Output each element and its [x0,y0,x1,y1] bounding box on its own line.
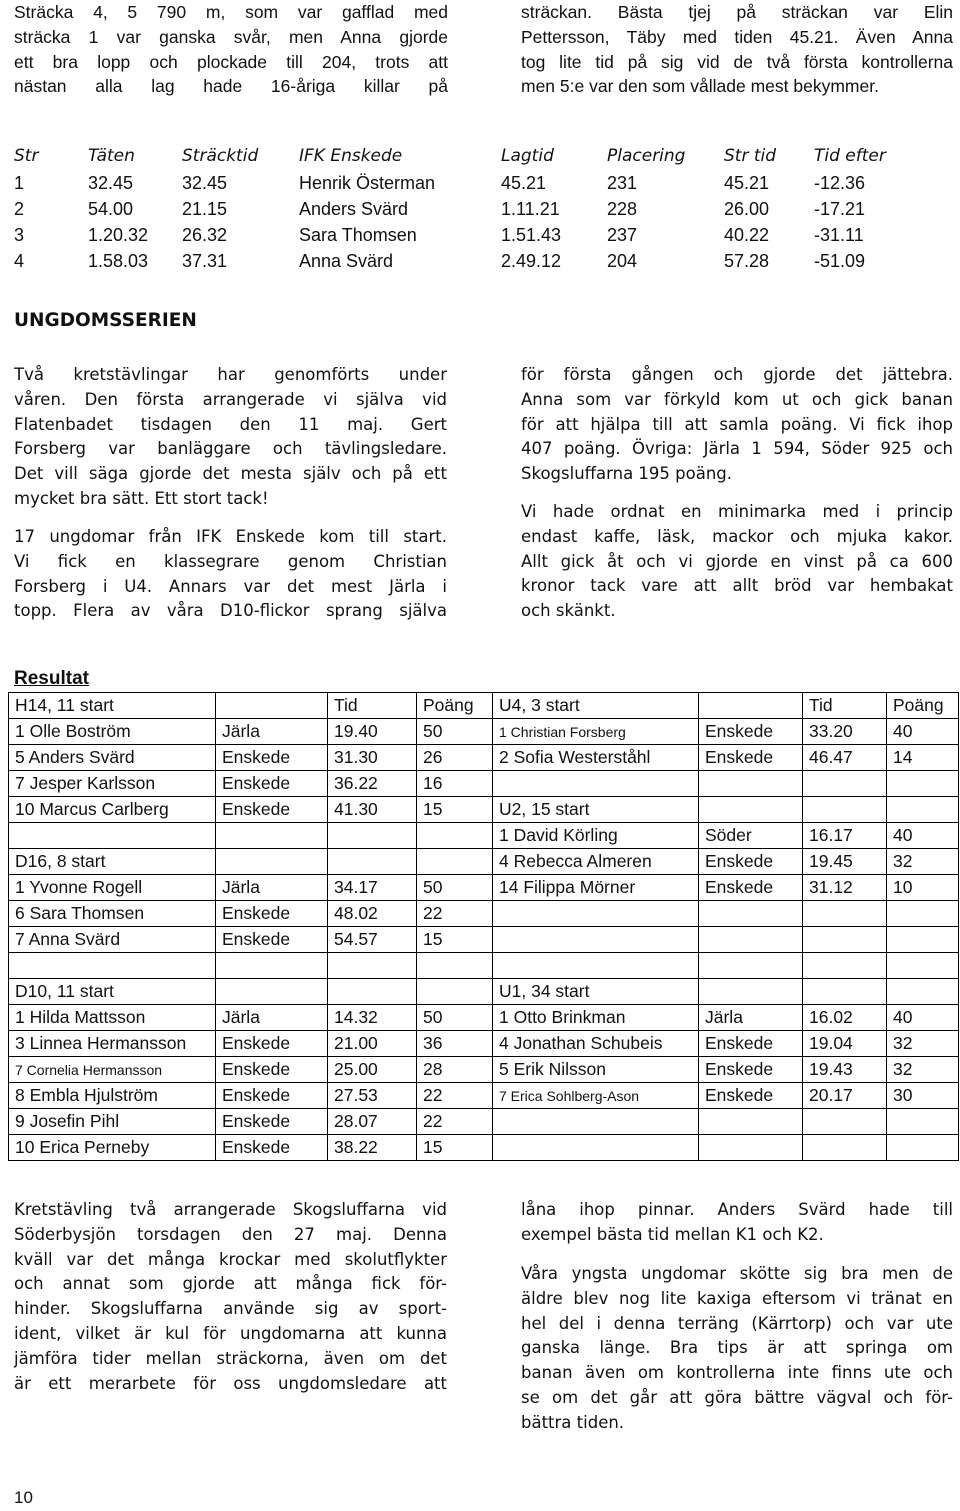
results-cell [493,901,699,927]
results-cell [216,849,328,875]
text-line: Kretstävling två arrangerade Skogsluffarna vid [14,1200,447,1219]
relay-cell: -31.11 [814,224,864,245]
relay-cell: 45.21 [501,172,547,193]
text-line: kronor tack vare att allt bröd var hembakat [521,576,953,596]
results-cell: 19.45 [803,849,887,875]
results-cell: 4 Jonathan Schubeis [493,1031,699,1057]
results-cell [9,953,216,979]
results-cell [803,953,887,979]
text-line: Söderbysjön torsdagen den 27 maj. Denna [14,1224,447,1244]
results-cell: 16.17 [803,823,887,849]
relay-cell: 57.28 [724,250,770,271]
results-cell [216,693,328,719]
results-row [9,979,959,1005]
relay-cell: Anna Svärd [299,250,394,271]
results-cell [216,953,328,979]
relay-cell: 237 [607,224,638,245]
results-cell: 50 [417,719,493,745]
results-cell [216,979,328,1005]
relay-header-cell: Str tid [724,146,777,166]
relay-cell: 26.00 [724,198,770,219]
results-cell [803,797,887,823]
relay-cell: 4 [14,250,25,271]
results-cell [328,953,417,979]
text-line: mycket bra sätt. Ett stort tack! [14,488,269,508]
text-line: Vi fick en klassegrare genom Christian [14,551,447,571]
results-cell [417,849,493,875]
results-cell [493,1135,699,1161]
relay-header-cell: Str [14,146,39,166]
text-line: Forsberg i U4. Annars var det mest Järla i [14,576,447,596]
results-cell: Enskede [216,927,328,953]
text-line: låna ihop pinnar. Anders Svärd hade till [521,1200,953,1219]
results-cell: D10, 11 start [9,979,216,1005]
results-cell: 16.02 [803,1005,887,1031]
results-cell: Järla [216,875,328,901]
results-row [9,745,959,771]
results-cell [699,771,803,797]
results-cell: 10 [887,875,959,901]
results-cell: 15 [417,1135,493,1161]
results-cell [803,771,887,797]
relay-cell: 231 [607,172,638,193]
relay-cell: Sara Thomsen [299,224,417,245]
results-cell: 1 Hilda Mattsson [9,1005,216,1031]
results-cell [417,979,493,1005]
results-cell: U2, 15 start [493,797,699,823]
text-line: sträckan. Bästa tjej på sträckan var Elin [521,2,953,22]
text-line: hel del i denna terräng (Kärrtorp) och var ute [521,1313,953,1333]
results-cell: 20.17 [803,1083,887,1109]
results-cell: 1 Yvonne Rogell [9,875,216,901]
relay-header-cell: Placering [607,146,686,166]
relay-cell: 37.31 [182,250,228,271]
results-cell: 54.57 [328,927,417,953]
text-line: exempel bästa tid mellan K1 och K2. [521,1224,824,1244]
results-cell [803,1109,887,1135]
results-row [9,1057,959,1083]
text-line: topp. Flera av våra D10-flickor sprang själva [14,601,447,621]
results-cell [803,979,887,1005]
results-cell: 36 [417,1031,493,1057]
results-cell: 5 Anders Svärd [9,745,216,771]
results-cell: 32 [887,849,959,875]
results-cell: Järla [216,719,328,745]
text-line: och skänkt. [521,601,616,621]
results-cell: 10 Erica Perneby [9,1135,216,1161]
text-line: Forsberg var banläggare och tävlingsledare. [14,439,447,459]
text-line: Allt gick åt och vi gjorde en vinst på ca 600 [521,551,953,571]
results-cell: 25.00 [328,1057,417,1083]
results-cell: Tid [803,693,887,719]
text-line: äldre blev nog lite kaxiga eftersom vi tränat en [521,1288,953,1308]
results-cell: 1 Otto Brinkman [493,1005,699,1031]
results-cell: 22 [417,1083,493,1109]
relay-header-cell: Täten [88,146,135,166]
results-cell: 14 [887,745,959,771]
results-row [9,1083,959,1109]
relay-row [14,196,910,222]
text-line: för att hjälpa till att samla poäng. Vi fick ihop [521,414,953,434]
results-cell: 14.32 [328,1005,417,1031]
results-cell [699,953,803,979]
text-line: 407 poäng. Övriga: Järla 1 594, Söder 925 och [521,439,953,459]
results-cell: 46.47 [803,745,887,771]
results-cell: 31.30 [328,745,417,771]
results-cell [328,823,417,849]
results-cell: Poäng [887,693,959,719]
results-row [9,719,959,745]
results-cell: 26 [417,745,493,771]
text-line: banan även om kontrollerna inte finns ute och [521,1363,953,1383]
results-cell [328,849,417,875]
results-row [9,1135,959,1161]
results-cell: Enskede [699,849,803,875]
relay-cell: -51.09 [814,250,866,271]
results-row [9,849,959,875]
text-line: ganska länge. Bra tips är att springa om [521,1338,953,1358]
results-cell: D16, 8 start [9,849,216,875]
results-cell [699,1135,803,1161]
results-row [9,953,959,979]
results-cell: 21.00 [328,1031,417,1057]
results-cell [493,1109,699,1135]
relay-cell: -12.36 [814,172,866,193]
results-cell: Enskede [216,1031,328,1057]
relay-cell: 1.11.21 [501,198,560,219]
results-title: Resultat [14,668,89,689]
results-cell [803,901,887,927]
top-right-paragraph [521,0,953,99]
ungdom-right-paragraph-2 [521,500,953,624]
results-cell: Enskede [699,1057,803,1083]
results-cell [887,771,959,797]
relay-header-row [14,142,910,170]
results-row [9,693,959,719]
text-line: Skogsluffarna 195 poäng. [521,464,733,484]
results-cell: 36.22 [328,771,417,797]
text-line: endast kaffe, läsk, mackor och mjuka kakor. [521,526,953,546]
results-cell [699,979,803,1005]
relay-header-cell: Sträcktid [182,146,259,166]
text-line: och annat som gjorde att många fick för- [14,1274,447,1294]
results-cell: 28 [417,1057,493,1083]
bottom-right-paragraph-2 [521,1262,953,1436]
results-cell: 5 Erik Nilsson [493,1057,699,1083]
results-cell: 14 Filippa Mörner [493,875,699,901]
bottom-left-paragraph [14,1198,447,1396]
results-cell [699,1109,803,1135]
results-cell: 7 Anna Svärd [9,927,216,953]
results-cell [216,823,328,849]
text-line: sträcka 1 var ganska svår, men Anna gjorde [14,26,448,47]
results-cell [417,823,493,849]
results-row [9,927,959,953]
relay-cell: 26.32 [182,224,228,245]
text-line: kväll var det många krockar med skolutflykter [14,1249,447,1269]
results-cell: 2 Sofia Westerståhl [493,745,699,771]
results-cell: 9 Josefin Pihl [9,1109,216,1135]
results-cell [699,797,803,823]
results-cell: 8 Embla Hjulström [9,1083,216,1109]
results-cell: 19.04 [803,1031,887,1057]
page-number: 10 [14,1488,33,1507]
results-cell: Enskede [699,1083,803,1109]
results-cell [493,927,699,953]
ungdom-right-paragraph-1 [521,363,953,487]
ungdom-left-paragraph-2 [14,525,447,624]
results-row [9,1031,959,1057]
results-cell: 1 Olle Boström [9,719,216,745]
results-cell: 19.43 [803,1057,887,1083]
results-cell: 22 [417,1109,493,1135]
results-cell: 32 [887,1031,959,1057]
results-cell: Enskede [216,771,328,797]
results-cell: 22 [417,901,493,927]
text-line: bättra tiden. [521,1412,625,1432]
text-line: se om det går att göra bättre vägval och för- [521,1387,953,1407]
results-cell [493,953,699,979]
results-cell [887,953,959,979]
results-cell [699,927,803,953]
relay-cell: 2.49.12 [501,250,562,271]
results-cell: 1 David Körling [493,823,699,849]
results-cell [699,693,803,719]
relay-cell: 3 [14,224,25,245]
text-line: Pettersson, Täby med tiden 45.21. Även Anna [521,26,953,47]
text-line: våren. Den första arrangerade vi själva vid [14,389,447,409]
results-cell: Poäng [417,693,493,719]
results-cell: 32 [887,1057,959,1083]
results-cell: Enskede [216,797,328,823]
relay-cell: -17.21 [814,198,866,219]
results-row [9,823,959,849]
results-cell: H14, 11 start [9,693,216,719]
text-line: Anna som var förkyld kom ut och gick banan [521,389,953,409]
results-cell: Enskede [216,1109,328,1135]
results-cell: 6 Sara Thomsen [9,901,216,927]
relay-header-cell: IFK Enskede [299,146,403,166]
relay-cell: 228 [607,198,638,219]
relay-header-cell: Lagtid [501,146,554,166]
results-row [9,771,959,797]
results-cell: Enskede [216,1135,328,1161]
text-line: Sträcka 4, 5 790 m, som var gafflad med [14,2,448,22]
text-line: Det vill säga gjorde det mesta själv och på ett [14,464,447,484]
relay-cell: 1.20.32 [88,224,149,245]
text-line: Vi hade ordnat en minimarka med i princip [521,502,953,521]
results-cell: Enskede [699,745,803,771]
ungdom-left-paragraph-1 [14,363,447,512]
results-row [9,875,959,901]
results-cell: Enskede [216,745,328,771]
results-cell: Söder [699,823,803,849]
results-cell: 7 Cornelia Hermansson [9,1057,216,1083]
results-row [9,1109,959,1135]
results-cell [417,953,493,979]
relay-cell: 45.21 [724,172,770,193]
relay-cell: 1.58.03 [88,250,149,271]
results-table [8,692,959,1161]
text-line: tog lite tid på sig vid de två första kontrollerna [521,51,953,72]
relay-cell: Anders Svärd [299,198,409,219]
results-cell: 4 Rebecca Almeren [493,849,699,875]
results-cell [9,823,216,849]
results-cell [493,771,699,797]
results-cell: U4, 3 start [493,693,699,719]
results-cell [328,979,417,1005]
relay-header-cell: Tid efter [814,146,886,166]
relay-cell: 32.45 [182,172,228,193]
results-cell: Enskede [216,1057,328,1083]
results-cell: 50 [417,1005,493,1031]
relay-results-table [14,142,910,274]
results-row [9,901,959,927]
results-cell: Enskede [216,901,328,927]
results-cell: Enskede [699,719,803,745]
bottom-right-paragraph-1 [521,1198,953,1248]
relay-cell: 1 [14,172,25,193]
results-cell: 31.12 [803,875,887,901]
results-cell [887,901,959,927]
results-cell: 38.22 [328,1135,417,1161]
results-cell: U1, 34 start [493,979,699,1005]
results-cell: 3 Linnea Hermansson [9,1031,216,1057]
text-line: är ett merarbete för oss ungdomsledare att [14,1373,447,1393]
text-line: Våra yngsta ungdomar skötte sig bra men de [521,1264,953,1283]
results-cell: Enskede [699,1031,803,1057]
results-cell: 50 [417,875,493,901]
results-cell: 19.40 [328,719,417,745]
results-cell: 34.17 [328,875,417,901]
results-cell: 30 [887,1083,959,1109]
text-line: jämföra tider mellan sträckorna, även om det [14,1348,447,1368]
results-cell: Järla [216,1005,328,1031]
relay-cell: 32.45 [88,172,134,193]
relay-row [14,170,910,196]
results-cell [887,1109,959,1135]
results-cell: 48.02 [328,901,417,927]
text-line: Två kretstävlingar har genomförts under [14,365,447,384]
relay-cell: Henrik Österman [299,172,436,193]
results-cell: 7 Jesper Karlsson [9,771,216,797]
text-line: 17 ungdomar från IFK Enskede kom till start. [14,527,447,546]
results-row [9,1005,959,1031]
results-cell: 28.07 [328,1109,417,1135]
relay-row [14,248,910,274]
text-line: hinder. Skogsluffarna använde sig av sport- [14,1299,447,1319]
text-line: ident, vilket är kul för ungdomarna att kunna [14,1323,447,1343]
text-line: för första gången och gjorde det jättebra. [521,365,953,384]
text-line: men 5:e var den som vållade mest bekymmer. [521,76,879,97]
results-cell: 7 Erica Sohlberg-Ason [493,1083,699,1109]
results-cell: 1 Christian Forsberg [493,719,699,745]
results-cell: Tid [328,693,417,719]
results-cell [887,797,959,823]
results-cell: 27.53 [328,1083,417,1109]
text-line: ett bra lopp och plockade till 204, trots att [14,51,448,72]
results-cell: Järla [699,1005,803,1031]
text-line: nästan alla lag hade 16-åriga killar på [14,76,448,97]
section-title-ungdomsserien: UNGDOMSSERIEN [14,310,197,331]
top-left-paragraph [14,0,448,99]
relay-cell: 40.22 [724,224,770,245]
results-cell: 40 [887,823,959,849]
results-cell: 15 [417,927,493,953]
results-cell: 33.20 [803,719,887,745]
results-cell: Enskede [216,1083,328,1109]
relay-cell: 1.51.43 [501,224,562,245]
results-cell: 15 [417,797,493,823]
relay-cell: 54.00 [88,198,134,219]
relay-cell: 2 [14,198,25,219]
results-cell: 41.30 [328,797,417,823]
text-line: Flatenbadet tisdagen den 11 maj. Gert [14,414,447,434]
results-cell [699,901,803,927]
results-cell: 40 [887,1005,959,1031]
relay-cell: 21.15 [182,198,228,219]
results-cell [887,1135,959,1161]
results-row [9,797,959,823]
results-cell: 16 [417,771,493,797]
results-cell: Enskede [699,875,803,901]
results-cell [803,1135,887,1161]
relay-cell: 204 [607,250,638,271]
relay-row [14,222,910,248]
results-cell [887,979,959,1005]
results-cell: 40 [887,719,959,745]
results-cell [803,927,887,953]
results-cell [887,927,959,953]
results-cell: 10 Marcus Carlberg [9,797,216,823]
